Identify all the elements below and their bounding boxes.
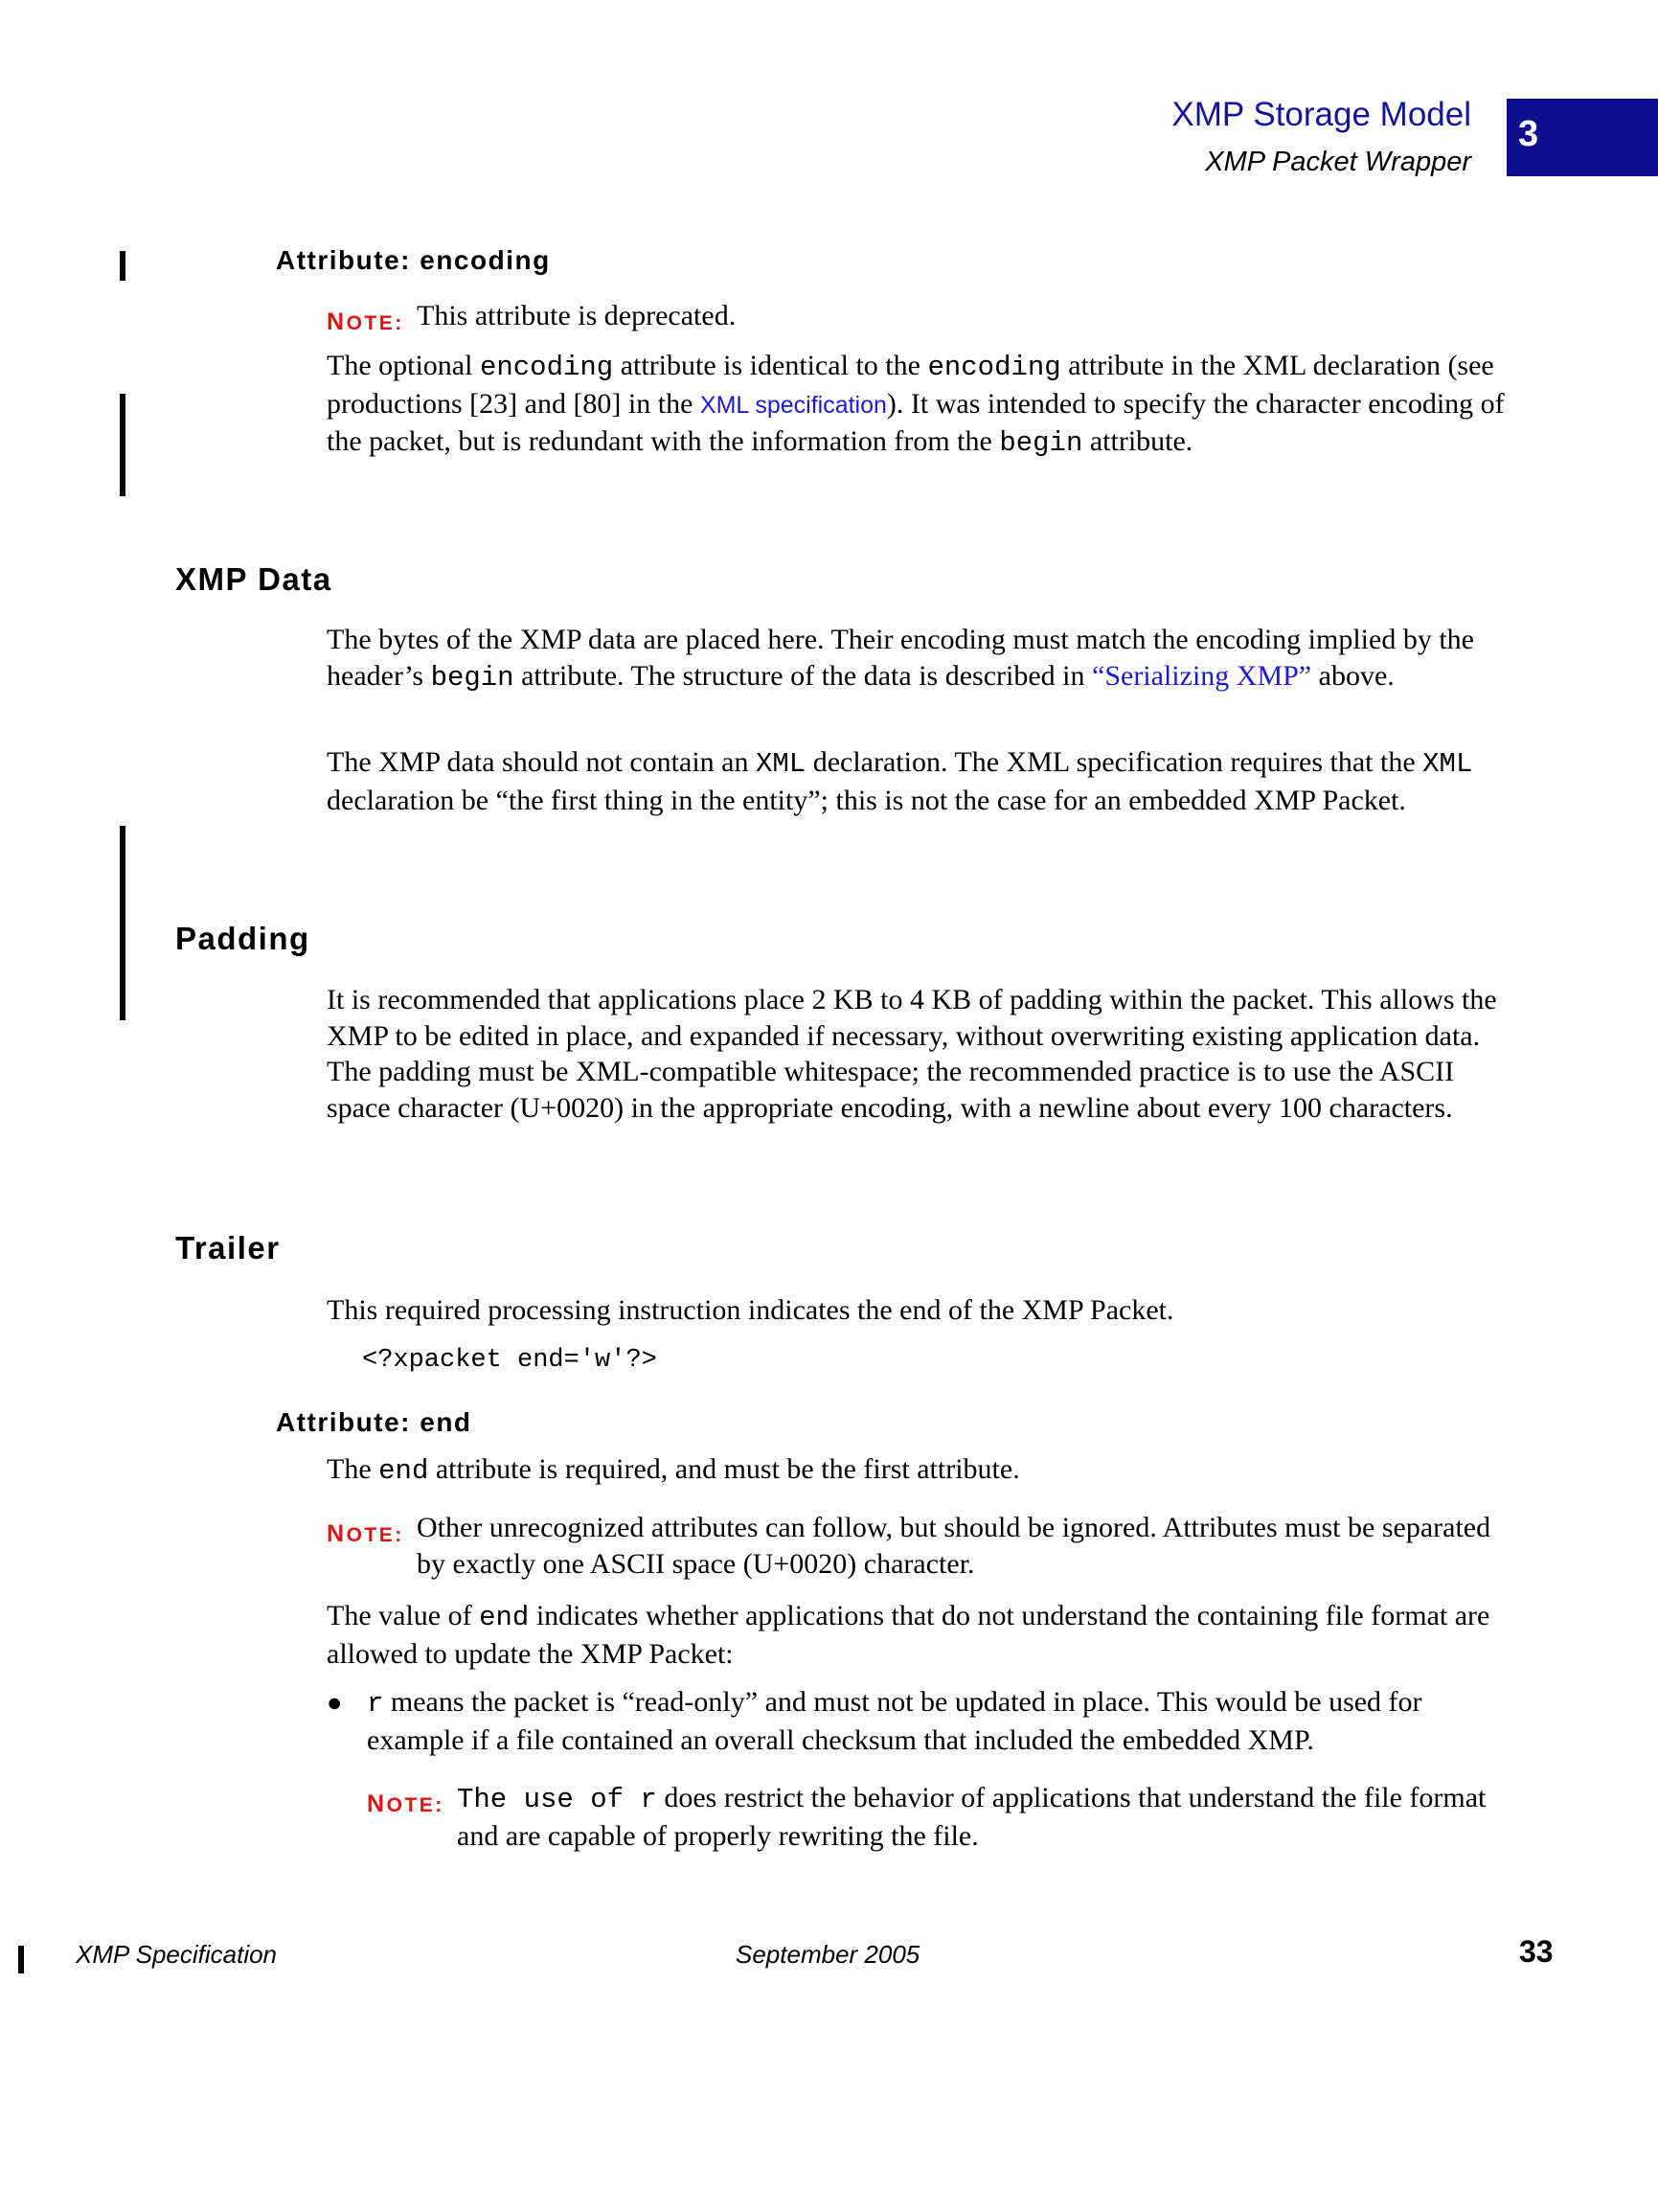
trailer-code-sample: <?xpacket end='w'?> — [362, 1346, 657, 1375]
code-r: r — [367, 1688, 384, 1720]
bullet-icon: ● — [327, 1688, 343, 1717]
trailer-heading: Trailer — [175, 1230, 281, 1266]
chapter-tab — [1507, 99, 1658, 176]
code-end: end — [479, 1602, 530, 1633]
code-encoding: encoding — [479, 352, 614, 383]
note-label: NOTE: — [367, 1790, 444, 1817]
xmp-data-paragraph-2: The XMP data should not contain an XML declaration. The XML specification requires that the XML declaration be “the first thing in the entity”; this is not the case for an embedded XMP Packet. — [327, 746, 1473, 816]
note-unrecognized-attributes — [327, 1510, 1505, 1582]
attribute-encoding-heading: Attribute: encoding — [276, 245, 551, 275]
footer-doc-title: XMP Specification — [76, 1940, 278, 1969]
code-begin: begin — [430, 661, 514, 694]
change-bar — [120, 251, 125, 281]
note-deprecated — [327, 298, 1505, 334]
xmp-data-paragraph-1: The bytes of the XMP data are placed here. Their encoding must match the encoding implied by the header’s begin attribute. The structure of the data is described in “Serializing XMP” above. — [327, 624, 1474, 694]
xmp-data-heading: XMP Data — [175, 561, 332, 597]
code-xml: XML — [755, 748, 806, 780]
trailer-paragraph: This required processing instruction indicates the end of the XMP Packet. — [327, 1294, 1174, 1326]
change-bar — [120, 394, 125, 496]
note-label: NOTE: — [327, 1520, 404, 1547]
section-title: XMP Packet Wrapper — [1205, 147, 1471, 177]
footer-date: September 2005 — [736, 1940, 920, 1969]
code-use-of-r: The use of r — [457, 1784, 657, 1815]
note-text: Other unrecognized attributes can follow, but should be ignored. Attributes must be separated by exactly one ASCII space (U+0020) character. — [417, 1512, 1491, 1580]
note-use-of-r: NOTE: The use of r does restrict the behavior of applications that understand the file format and are capable of properly rewriting the file. — [367, 1782, 1487, 1852]
attribute-end-heading: Attribute: end — [276, 1407, 472, 1437]
list-item: r means the packet is “read-only” and must not be updated in place. This would be used for example if a file contained an overall checksum that included the embedded XMP. — [367, 1686, 1422, 1756]
chapter-number: 3 — [1518, 114, 1539, 154]
padding-heading: Padding — [175, 921, 310, 956]
code-begin: begin — [999, 427, 1083, 459]
code-encoding: encoding — [927, 352, 1061, 383]
code-xml: XML — [1422, 748, 1473, 780]
page-number: 33 — [1519, 1934, 1554, 1969]
code-end: end — [378, 1455, 429, 1487]
note-text: This attribute is deprecated. — [417, 300, 737, 331]
note-label: NOTE: — [327, 308, 404, 335]
serializing-xmp-link[interactable]: “Serializing XMP” — [1092, 659, 1312, 692]
xml-specification-link[interactable]: XML specification — [699, 391, 887, 419]
end-paragraph-2: The value of end indicates whether applications that do not understand the containing file format are allowed to update the XMP Packet: — [327, 1600, 1490, 1670]
padding-paragraph: It is recommended that applications place 2 KB to 4 KB of padding within the packet. This allows the XMP to be edited in place, and expanded if necessary, without overwriting existing application data. The padding must be XML-compatible whitespace; the recommended practice is to use the ASCII space character (U+0020) in the appropriate encoding, with a newline about every 100 characters. — [327, 984, 1497, 1124]
chapter-title: XMP Storage Model — [1171, 96, 1471, 133]
change-bar — [120, 826, 125, 1020]
encoding-paragraph: The optional encoding attribute is identical to the encoding attribute in the XML declaration (see productions [23] and [80] in the XML specification). It was intended to specify the character encoding of the packet, but is redundant with the information from the begin attribute. — [327, 350, 1505, 459]
change-bar — [18, 1946, 24, 1973]
end-paragraph-1: The end attribute is required, and must be the first attribute. — [327, 1453, 1020, 1487]
